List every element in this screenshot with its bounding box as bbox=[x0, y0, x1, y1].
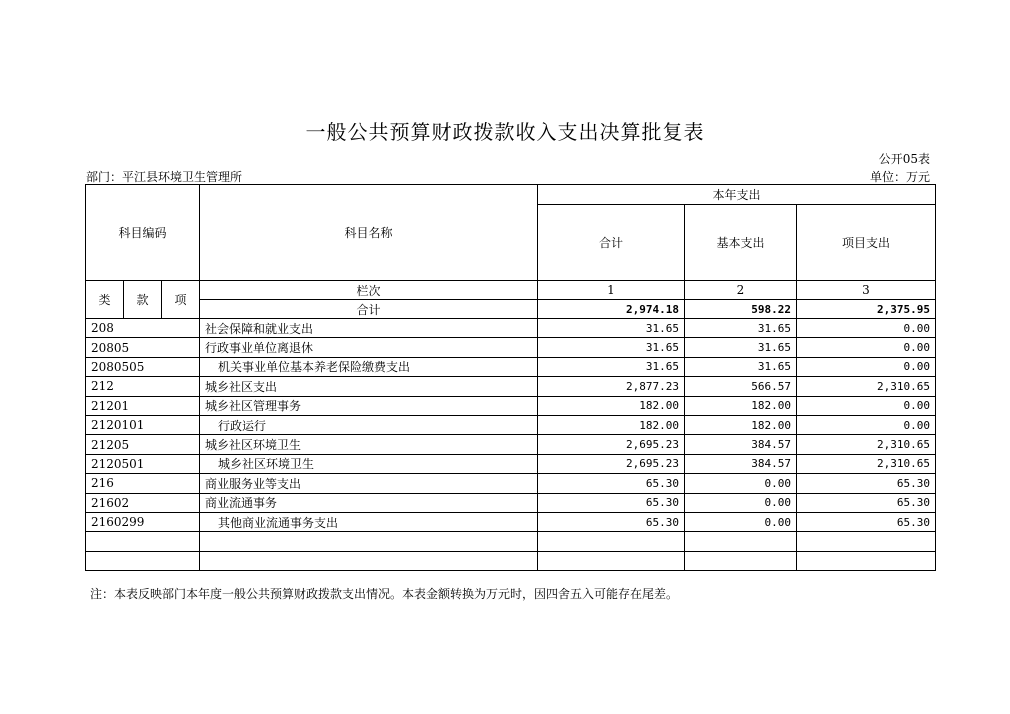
empty-cell bbox=[538, 532, 685, 551]
row-name: 城乡社区环境卫生 bbox=[200, 435, 538, 454]
empty-row bbox=[86, 551, 936, 570]
row-name: 机关事业单位基本养老保险缴费支出 bbox=[200, 357, 538, 376]
row-basic: 566.57 bbox=[685, 377, 797, 396]
table-row bbox=[86, 377, 936, 396]
row-total: 182.00 bbox=[538, 396, 685, 415]
empty-cell bbox=[797, 551, 936, 570]
summary-total: 2,974.18 bbox=[538, 300, 685, 319]
header-current-year: 本年支出 bbox=[538, 185, 936, 205]
row-project: 2,310.65 bbox=[797, 454, 936, 473]
row-code: 208 bbox=[86, 319, 200, 338]
header-name: 科目名称 bbox=[200, 185, 538, 281]
row-basic: 31.65 bbox=[685, 357, 797, 376]
header-total: 合计 bbox=[538, 205, 685, 281]
table-row bbox=[86, 319, 936, 338]
empty-cell bbox=[86, 532, 200, 551]
row-name: 其他商业流通事务支出 bbox=[200, 512, 538, 531]
empty-cell bbox=[538, 551, 685, 570]
empty-cell bbox=[685, 551, 797, 570]
table-row bbox=[86, 512, 936, 531]
footnote: 注：本表反映部门本年度一般公共预算财政拨款支出情况。本表金额转换为万元时，因四舍五入可能存在尾差。 bbox=[90, 587, 679, 601]
row-project: 65.30 bbox=[797, 474, 936, 493]
form-number: 公开05表 bbox=[878, 152, 930, 166]
row-code: 21205 bbox=[86, 435, 200, 454]
table-row bbox=[86, 357, 936, 376]
col-no-3: 3 bbox=[797, 281, 936, 300]
row-project: 0.00 bbox=[797, 338, 936, 357]
row-name: 行政运行 bbox=[200, 415, 538, 434]
row-project: 0.00 bbox=[797, 396, 936, 415]
header-code: 科目编码 bbox=[86, 185, 200, 281]
row-project: 0.00 bbox=[797, 357, 936, 376]
summary-project: 2,375.95 bbox=[797, 300, 936, 319]
empty-cell bbox=[685, 532, 797, 551]
row-total: 2,695.23 bbox=[538, 435, 685, 454]
summary-label: 合计 bbox=[200, 300, 538, 319]
budget-table bbox=[85, 184, 936, 571]
row-total: 65.30 bbox=[538, 512, 685, 531]
row-basic: 31.65 bbox=[685, 338, 797, 357]
row-basic: 0.00 bbox=[685, 512, 797, 531]
row-basic: 384.57 bbox=[685, 454, 797, 473]
row-code: 21201 bbox=[86, 396, 200, 415]
table-row bbox=[86, 396, 936, 415]
row-total: 2,695.23 bbox=[538, 454, 685, 473]
row-basic: 31.65 bbox=[685, 319, 797, 338]
row-name: 城乡社区环境卫生 bbox=[200, 454, 538, 473]
row-code: 212 bbox=[86, 377, 200, 396]
row-total: 31.65 bbox=[538, 319, 685, 338]
header-column-no: 栏次 bbox=[200, 281, 538, 300]
row-code: 20805 bbox=[86, 338, 200, 357]
empty-cell bbox=[86, 551, 200, 570]
table-row bbox=[86, 338, 936, 357]
header-lei: 类 bbox=[86, 281, 124, 319]
col-no-1: 1 bbox=[538, 281, 685, 300]
header-project: 项目支出 bbox=[797, 205, 936, 281]
table-row bbox=[86, 454, 936, 473]
row-total: 182.00 bbox=[538, 415, 685, 434]
row-name: 城乡社区支出 bbox=[200, 377, 538, 396]
row-basic: 0.00 bbox=[685, 493, 797, 512]
row-project: 2,310.65 bbox=[797, 435, 936, 454]
empty-row bbox=[86, 532, 936, 551]
row-code: 2120101 bbox=[86, 415, 200, 434]
header-xiang: 项 bbox=[162, 281, 200, 319]
table-row bbox=[86, 435, 936, 454]
row-code: 2080505 bbox=[86, 357, 200, 376]
table-row bbox=[86, 415, 936, 434]
header-kuan: 款 bbox=[124, 281, 162, 319]
row-code: 216 bbox=[86, 474, 200, 493]
row-code: 2160299 bbox=[86, 512, 200, 531]
row-basic: 384.57 bbox=[685, 435, 797, 454]
row-name: 商业服务业等支出 bbox=[200, 474, 538, 493]
row-basic: 182.00 bbox=[685, 415, 797, 434]
row-code: 21602 bbox=[86, 493, 200, 512]
row-code: 2120501 bbox=[86, 454, 200, 473]
header-basic: 基本支出 bbox=[685, 205, 797, 281]
row-total: 31.65 bbox=[538, 338, 685, 357]
empty-cell bbox=[200, 532, 538, 551]
row-project: 65.30 bbox=[797, 493, 936, 512]
row-total: 65.30 bbox=[538, 474, 685, 493]
col-no-2: 2 bbox=[685, 281, 797, 300]
row-total: 2,877.23 bbox=[538, 377, 685, 396]
row-project: 65.30 bbox=[797, 512, 936, 531]
unit-label: 单位：万元 bbox=[869, 170, 930, 184]
row-project: 2,310.65 bbox=[797, 377, 936, 396]
summary-basic: 598.22 bbox=[685, 300, 797, 319]
row-name: 行政事业单位离退休 bbox=[200, 338, 538, 357]
page-title: 一般公共预算财政拨款收入支出决算批复表 bbox=[305, 120, 705, 144]
row-basic: 182.00 bbox=[685, 396, 797, 415]
department-label: 部门：平江县环境卫生管理所 bbox=[86, 170, 243, 184]
row-project: 0.00 bbox=[797, 415, 936, 434]
empty-cell bbox=[797, 532, 936, 551]
row-basic: 0.00 bbox=[685, 474, 797, 493]
empty-cell bbox=[200, 551, 538, 570]
row-total: 65.30 bbox=[538, 493, 685, 512]
table-row bbox=[86, 493, 936, 512]
row-name: 商业流通事务 bbox=[200, 493, 538, 512]
table-row bbox=[86, 474, 936, 493]
row-project: 0.00 bbox=[797, 319, 936, 338]
row-total: 31.65 bbox=[538, 357, 685, 376]
row-name: 城乡社区管理事务 bbox=[200, 396, 538, 415]
row-name: 社会保障和就业支出 bbox=[200, 319, 538, 338]
